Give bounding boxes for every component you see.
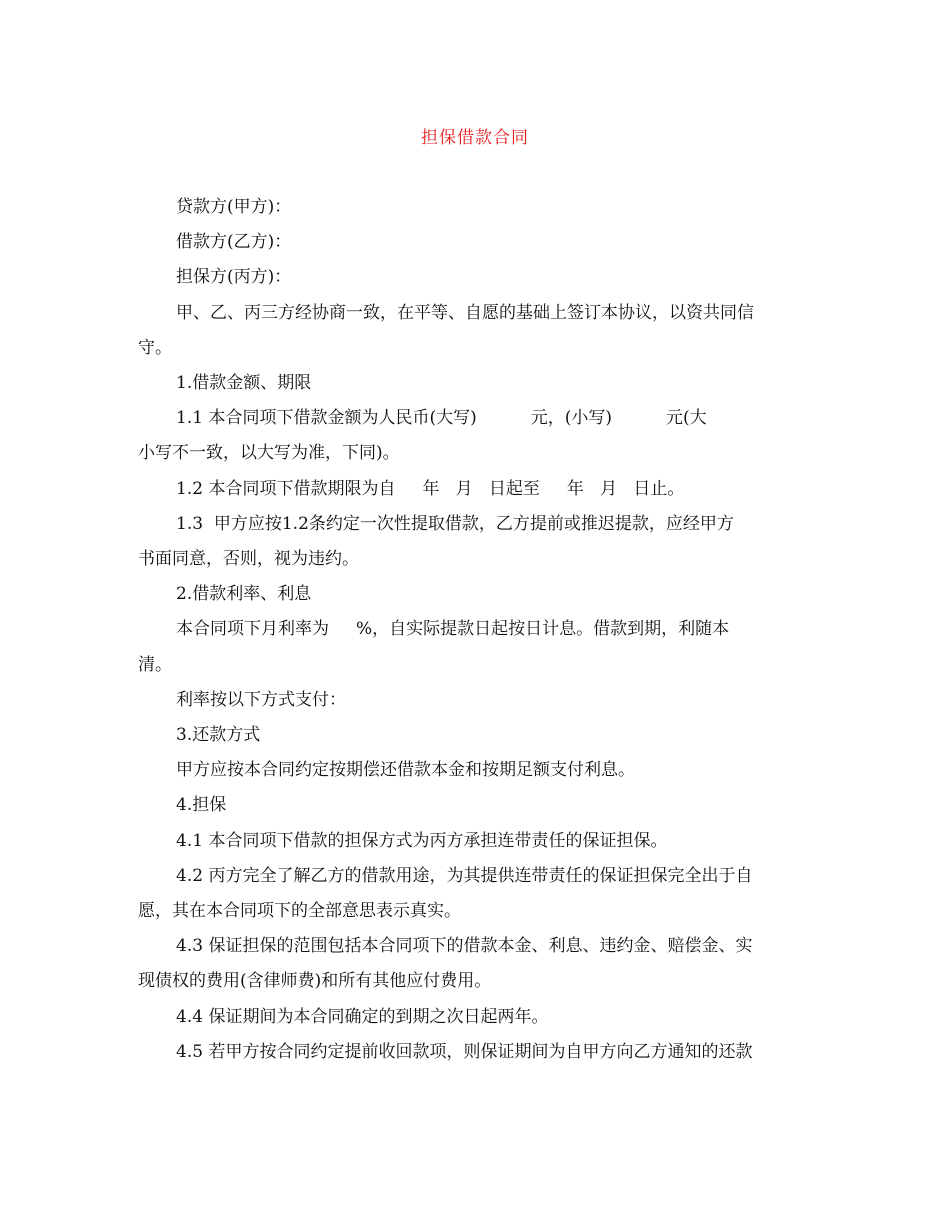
preamble-line-1: 甲、乙、丙三方经协商一致，在平等、自愿的基础上签订本协议，以资共同信 — [176, 302, 754, 323]
repayment-line: 甲方应按本合同约定按期偿还借款本金和按期足额支付利息。 — [176, 760, 635, 781]
preamble-line-2: 守。 — [138, 337, 172, 358]
clause-4-3-line-1: 4.3 保证担保的范围包括本合同项下的借款本金、利息、违约金、赔偿金、实 — [176, 936, 753, 957]
clause-1-1-line-1: 1.1 本合同项下借款金额为人民币(大写) 元，(小写) 元(大 — [176, 408, 707, 429]
clause-1-3-line-1: 1.3 甲方应按1.2条约定一次性提取借款，乙方提前或推迟提款，应经甲方 — [176, 513, 734, 534]
section-4-heading: 4.担保 — [176, 795, 227, 816]
interest-line-1: 本合同项下月利率为 %，自实际提款日起按日计息。借款到期，利随本 — [176, 619, 730, 640]
document-body — [138, 190, 818, 1070]
section-3-heading: 3.还款方式 — [176, 725, 261, 746]
party-a-line: 贷款方(甲方)： — [176, 197, 292, 217]
section-2-heading: 2.借款利率、利息 — [176, 584, 312, 605]
clause-4-3-line-2: 现债权的费用(含律师费)和所有其他应付费用。 — [138, 971, 492, 992]
party-c-line: 担保方(丙方)： — [176, 267, 292, 288]
document-title: 担保借款合同 — [421, 128, 529, 148]
clause-4-1: 4.1 本合同项下借款的担保方式为丙方承担连带责任的保证担保。 — [176, 830, 668, 851]
party-b-line: 借款方(乙方)： — [176, 232, 292, 253]
clause-4-4: 4.4 保证期间为本合同确定的到期之次日起两年。 — [176, 1006, 549, 1027]
clause-1-3-line-2: 书面同意，否则，视为违约。 — [138, 549, 359, 570]
interest-line-2: 清。 — [138, 654, 172, 675]
clause-1-2: 1.2 本合同项下借款期限为自 年 月 日起至 年 月 日止。 — [176, 478, 685, 499]
clause-1-1-line-2: 小写不一致，以大写为准，下同)。 — [138, 443, 400, 464]
clause-4-5-line-1: 4.5 若甲方按合同约定提前收回款项，则保证期间为自甲方向乙方通知的还款 — [176, 1041, 753, 1062]
clause-4-2-line-1: 4.2 丙方完全了解乙方的借款用途，为其提供连带责任的保证担保完全出于自 — [176, 865, 753, 886]
interest-payment-line: 利率按以下方式支付： — [176, 689, 346, 710]
clause-4-2-line-2: 愿，其在本合同项下的全部意思表示真实。 — [138, 901, 461, 922]
section-1-heading: 1.借款金额、期限 — [176, 373, 312, 394]
